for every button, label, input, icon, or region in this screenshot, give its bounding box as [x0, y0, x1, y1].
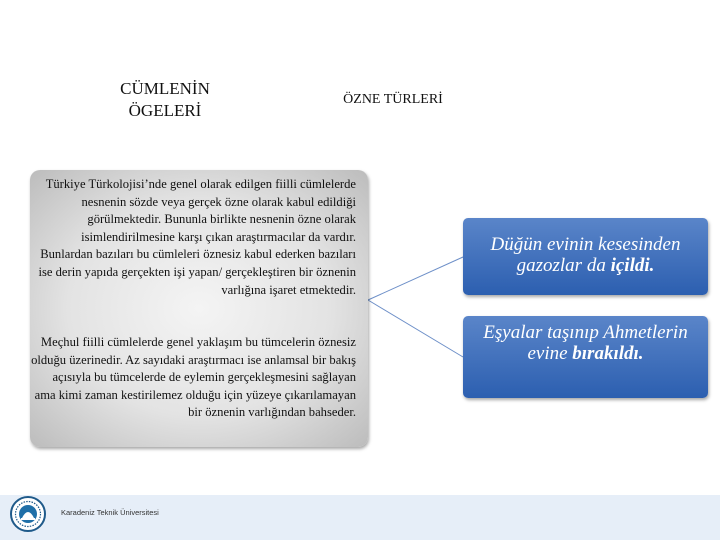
connector-line-bottom [368, 300, 463, 357]
title-left-line1: CÜMLENİN [120, 79, 210, 98]
example-box-1 [463, 218, 708, 295]
footer-band [0, 495, 720, 540]
footer-university-name: Karadeniz Teknik Üniversitesi [61, 508, 159, 517]
example-1-sentence [463, 234, 708, 276]
example-2-sentence [463, 322, 708, 364]
explanation-paragraph-1: Türkiye Türkolojisi’nde genel olarak edilgen fiilli cümlelerde nesnenin sözde veya gerçek özne olarak kabul edildiği görülmektedir. Bununla birlikte nesnenin özne olarak isimlendirilmesine karşı çıkan araştırmacılar da vardır. Bunlardan bazıları bu cümleleri öznesiz kabul ederken bazıları ise derin yapıda gerçekten işi yapan/ gerçekleştiren bir öznenin varlığına işaret etmektedir. [38, 177, 356, 297]
explanation-paragraph-2: Meçhul fiilli cümlelerde genel yaklaşım bu tümcelerin öznesiz olduğu üzerinedir. Az sayıdaki araştırmacı ise anlamsal bir bakış açısıyla bu tümcelerde de eylemin gerçekleşmesini sağlayan ama kimi zaman kestirilemez olduğu için yüzeye çıkarılamayan bir öznenin varlığından bahseder. [31, 335, 356, 420]
example-1-text: Düğün evinin kesesinden gazozlar da [490, 234, 681, 276]
example-box-2 [463, 316, 708, 398]
slide-title-right: ÖZNE TÜRLERİ [343, 92, 443, 107]
example-1-verb: içildi. [610, 255, 655, 276]
connector-line-top [368, 257, 463, 300]
explanation-box [30, 170, 368, 447]
title-left-line2: ÖGELERİ [128, 101, 202, 120]
ktu-logo-icon [10, 496, 46, 532]
example-2-verb: bırakıldı. [572, 343, 644, 364]
example-2-text: Eşyalar taşınıp Ahmetlerin evine [483, 322, 688, 364]
